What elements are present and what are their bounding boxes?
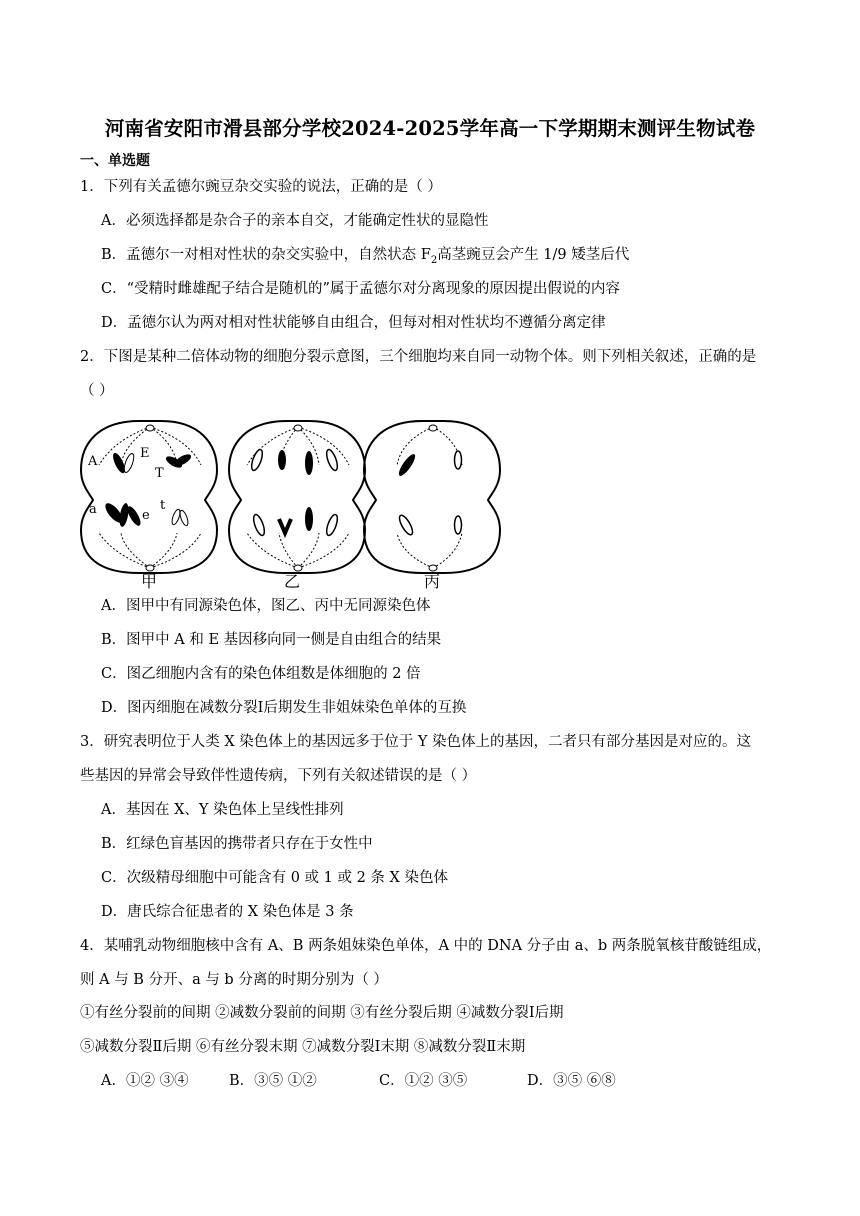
cell-jia [81, 421, 217, 573]
q3-stem-line1: 3．研究表明位于人类 X 染色体上的基因远多于位于 Y 染色体上的基因，二者只有部分基因是对应的。这 [80, 734, 752, 750]
figure-label-bing: 丙 [424, 572, 441, 590]
q1-option-d: D．孟德尔认为两对相对性状能够自由组合，但每对相对性状均不遵循分离定律 [101, 315, 606, 331]
gene-label-t: t [160, 498, 166, 513]
q4-option-d: D．③⑤ ⑥⑧ [527, 1073, 616, 1089]
section-heading: 一、单选题 [80, 153, 150, 169]
q2-option-b: B．图甲中 A 和 E 基因移向同一侧是自由组合的结果 [101, 632, 442, 648]
q4-period-list-1: ①有丝分裂前的间期 ②减数分裂前的间期 ③有丝分裂后期 ④减数分裂Ⅰ后期 [80, 1005, 564, 1021]
q2-option-d: D．图丙细胞在减数分裂Ⅰ后期发生非姐妹染色单体的互换 [101, 700, 467, 716]
q4-option-b: B．③⑤ ①② [229, 1073, 317, 1089]
q4-option-a: A．①② ③④ [101, 1073, 189, 1089]
q4-period-list-2: ⑤减数分裂Ⅱ后期 ⑥有丝分裂末期 ⑦减数分裂Ⅰ末期 ⑧减数分裂Ⅱ末期 [80, 1039, 526, 1055]
q2-option-a: A．图甲中有同源染色体，图乙、丙中无同源染色体 [101, 598, 431, 614]
q3-option-b: B．红绿色盲基因的携带者只存在于女性中 [101, 836, 373, 852]
q2-option-c: C．图乙细胞内含有的染色体组数是体细胞的 2 倍 [101, 666, 421, 682]
gene-label-E: E [140, 446, 150, 461]
figure-label-jia: 甲 [141, 572, 158, 590]
q3-option-c: C．次级精母细胞中可能含有 0 或 1 或 2 条 X 染色体 [101, 870, 448, 886]
cell-division-figure [79, 415, 509, 590]
q3-option-a: A．基因在 X、Y 染色体上呈线性排列 [101, 802, 344, 818]
q4-option-c: C．①② ③⑤ [379, 1073, 468, 1089]
page-title: 河南省安阳市滑县部分学校2024-2025学年高一下学期期末测评生物试卷 [104, 117, 756, 140]
q4-stem-line1: 4．某哺乳动物细胞核中含有 A、B 两条姐妹染色单体，A 中的 DNA 分子由 a、b 两条脱氧核苷酸链组成， [80, 938, 772, 954]
q1-stem: 1．下列有关孟德尔豌豆杂交实验的说法，正确的是（ ） [80, 179, 442, 195]
gene-label-T: T [155, 466, 164, 481]
gene-label-A: A [88, 454, 98, 469]
q2-stem-line1: 2．下图是某种二倍体动物的细胞分裂示意图，三个细胞均来自同一动物个体。则下列相关叙述，正确的是 [80, 349, 757, 365]
q3-stem-line2: 些基因的异常会导致伴性遗传病，下列有关叙述错误的是（ ） [80, 768, 477, 784]
q1-option-b: B．孟德尔一对相对性状的杂交实验中，自然状态 $F_2$高茎豌豆会产生 1/9 矮茎后代 [101, 247, 630, 266]
q2-stem-line2: （ ） [80, 383, 114, 399]
q1-option-c: C．“受精时雌雄配子结合是随机的”属于孟德尔对分离现象的原因提出假说的内容 [101, 281, 620, 297]
q1-option-a: A．必须选择都是杂合子的亲本自交，才能确定性状的显隐性 [101, 213, 489, 229]
cell-yi [229, 421, 365, 573]
q4-stem-line2: 则 A 与 B 分开、a 与 b 分离的时期分别为（ ） [80, 972, 388, 988]
cell-bing [364, 421, 500, 573]
q3-option-d: D．唐氏综合征患者的 X 染色体是 3 条 [101, 904, 354, 920]
gene-label-e: e [142, 508, 150, 523]
figure-label-yi: 乙 [284, 572, 301, 590]
gene-label-a: a [89, 502, 97, 517]
